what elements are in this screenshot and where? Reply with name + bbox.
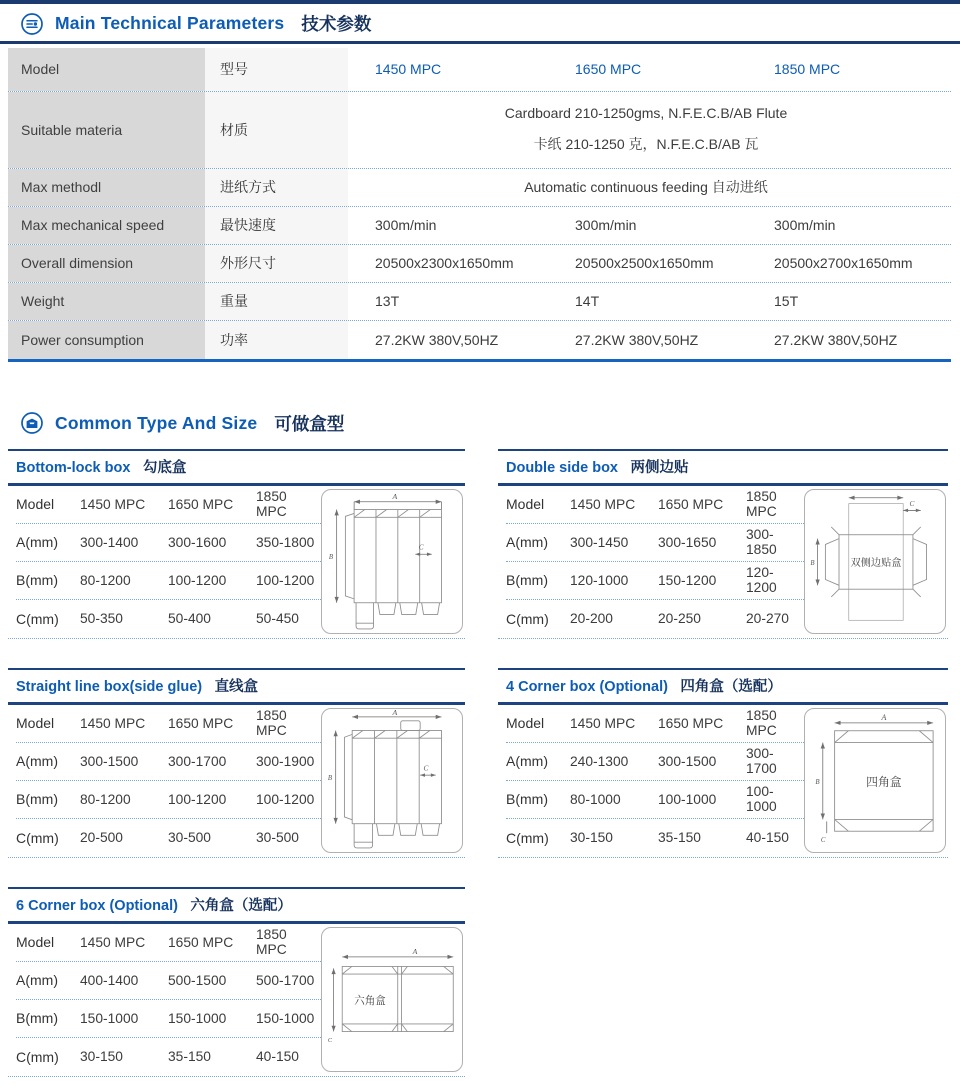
diagram-label: 六角盒 <box>354 994 386 1007</box>
four-corner-box-diagram <box>809 710 941 850</box>
box-value: 1850 MPC <box>256 927 287 957</box>
param-value: 13T <box>375 293 400 309</box>
box-row-label: B(mm) <box>16 1010 58 1026</box>
box-row <box>16 962 321 1000</box>
box-row-label: Model <box>16 715 55 731</box>
box-table-title <box>8 449 465 486</box>
model-name: 1850 MPC <box>774 61 841 77</box>
box-row-label: A(mm) <box>16 534 58 550</box>
box-type-icon <box>20 411 44 435</box>
model-name: 1650 MPC <box>575 61 642 77</box>
box-value: 30-150 <box>80 1049 123 1064</box>
param-value: 300m/min <box>575 217 637 233</box>
box-table-title <box>498 668 948 705</box>
box-value: 50-350 <box>80 611 123 626</box>
box-value: 1850 MPC <box>746 708 777 738</box>
box-value: 300-1500 <box>80 753 139 769</box>
box-table <box>8 449 465 639</box>
box-row-label: Model <box>16 496 55 512</box>
box-value: 300-1850 <box>746 527 777 557</box>
param-value: 20500x2700x1650mm <box>774 255 913 271</box>
section1-title-en: Main Technical Parameters <box>55 13 285 33</box>
box-table-title <box>8 887 465 924</box>
box-value: 120-1200 <box>746 565 777 595</box>
box-row-label: Model <box>506 496 545 512</box>
double-side-box-diagram <box>809 490 941 632</box>
param-value: 27.2KW 380V,50HZ <box>575 331 699 348</box>
param-value <box>348 92 944 168</box>
box-row <box>506 486 804 524</box>
main-params-table <box>8 48 951 362</box>
param-label-zh: 材质 <box>205 92 348 168</box>
param-row <box>8 169 951 207</box>
dim-a-label: A <box>392 709 398 717</box>
box-rows <box>8 705 321 857</box>
box-table-title <box>498 449 948 486</box>
box-row-label: A(mm) <box>16 753 58 769</box>
box-value: 500-1500 <box>168 972 227 988</box>
box-value: 100-1200 <box>168 572 227 588</box>
box-value: 400-1400 <box>80 972 139 988</box>
box-value: 1450 MPC <box>570 496 636 512</box>
param-label-zh: 功率 <box>205 321 348 359</box>
box-value: 150-1200 <box>658 572 717 588</box>
param-row <box>8 245 951 283</box>
param-label-en: Max mechanical speed <box>8 207 205 244</box>
box-value: 300-1400 <box>80 534 139 550</box>
box-title-en: Straight line box(side glue) <box>16 678 203 695</box>
box-value: 300-1700 <box>168 753 227 769</box>
param-label-zh: 重量 <box>205 283 348 320</box>
dim-c-label: C <box>820 837 826 845</box>
box-diagram <box>804 708 946 853</box>
box-value: 40-150 <box>746 830 789 845</box>
dim-a-label: A <box>392 491 398 501</box>
box-value: 40-150 <box>256 1049 299 1064</box>
box-value: 1450 MPC <box>80 715 146 731</box>
param-value: 300m/min <box>774 217 836 233</box>
box-value: 50-450 <box>256 611 299 626</box>
box-value: 100-1000 <box>658 791 717 807</box>
box-row <box>506 562 804 600</box>
dim-c-label: C <box>423 764 429 773</box>
box-value: 1850 MPC <box>256 708 287 738</box>
dim-b-label: B <box>327 775 333 782</box>
param-label-zh: 外形尺寸 <box>205 245 348 282</box>
param-label-en: Power consumption <box>8 321 205 359</box>
dim-a-label: A <box>881 712 887 722</box>
param-value: 27.2KW 380V,50HZ <box>375 331 499 348</box>
param-row <box>8 321 951 359</box>
box-row <box>16 524 321 562</box>
box-value: 30-500 <box>168 830 211 845</box>
box-row <box>16 562 321 600</box>
box-rows <box>498 705 804 857</box>
dim-c-label: C <box>327 1037 333 1045</box>
box-title-en: 6 Corner box (Optional) <box>16 897 178 914</box>
param-row <box>8 207 951 245</box>
box-value: 240-1300 <box>570 753 629 769</box>
box-row-label: Model <box>506 715 545 731</box>
box-value: 80-1200 <box>80 791 131 807</box>
box-value: 1450 MPC <box>80 496 146 512</box>
param-value-line: 卡纸 210-1250 克，N.F.E.C.B/AB 瓦 <box>533 136 759 153</box>
box-title-en: 4 Corner box (Optional) <box>506 678 668 695</box>
box-row <box>506 705 804 743</box>
param-label-en: Weight <box>8 283 205 320</box>
param-row <box>8 92 951 169</box>
box-value: 100-1200 <box>256 572 315 588</box>
box-value: 1650 MPC <box>168 496 234 512</box>
empty-grid-cell <box>498 887 948 1077</box>
box-value: 300-1500 <box>658 753 717 769</box>
param-value: 20500x2300x1650mm <box>375 255 514 271</box>
box-row-label: C(mm) <box>16 610 59 627</box>
box-value: 100-1200 <box>256 791 315 807</box>
param-value-line: Cardboard 210-1250gms, N.F.E.C.B/AB Flute <box>504 104 788 121</box>
box-rows <box>8 486 321 638</box>
box-value: 150-1000 <box>256 1010 315 1026</box>
box-diagram <box>321 708 463 853</box>
box-row-label: B(mm) <box>506 791 548 807</box>
box-row <box>16 486 321 524</box>
box-value: 20-500 <box>80 830 123 845</box>
box-row-label: C(mm) <box>16 1048 59 1065</box>
box-row <box>16 819 321 857</box>
box-value: 80-1000 <box>570 791 621 807</box>
section2-title-en: Common Type And Size <box>55 412 258 433</box>
box-title-en: Bottom-lock box <box>16 459 131 476</box>
box-row <box>16 1038 321 1076</box>
box-row <box>506 600 804 638</box>
parameters-list-icon <box>20 12 44 36</box>
param-value: 15T <box>774 293 799 309</box>
box-title-zh: 六角盒（选配） <box>190 897 292 914</box>
box-table <box>498 449 948 639</box>
box-value: 1450 MPC <box>570 715 636 731</box>
box-value: 300-1650 <box>658 534 717 550</box>
diagram-label: 双侧边贴盒 <box>850 557 902 569</box>
box-table-title <box>8 668 465 705</box>
param-value: 14T <box>575 293 600 309</box>
box-value: 1650 MPC <box>658 496 724 512</box>
box-row-label: A(mm) <box>506 753 548 769</box>
dim-b-label: B <box>815 778 820 786</box>
box-row <box>16 743 321 781</box>
box-value: 300-1450 <box>570 534 629 550</box>
param-label-en: Overall dimension <box>8 245 205 282</box>
box-title-zh: 四角盒（选配） <box>680 678 782 695</box>
section1-header <box>0 4 960 41</box>
box-value: 150-1000 <box>80 1010 139 1026</box>
box-value: 20-250 <box>658 611 701 626</box>
box-value: 35-150 <box>168 1049 211 1064</box>
param-label-en: Max methodl <box>8 169 205 206</box>
box-value: 300-1900 <box>256 753 315 769</box>
dim-c-label: C <box>909 500 915 509</box>
box-value: 300-1700 <box>746 746 777 776</box>
box-value: 30-150 <box>570 830 613 845</box>
box-diagram <box>321 927 463 1072</box>
box-row <box>16 924 321 962</box>
box-value: 20-270 <box>746 611 789 626</box>
box-row-label: Model <box>16 934 55 950</box>
box-value: 35-150 <box>658 830 701 845</box>
box-value: 1650 MPC <box>658 715 724 731</box>
box-row-label: B(mm) <box>506 572 548 588</box>
model-name: 1450 MPC <box>375 61 442 77</box>
box-title-zh: 直线盒 <box>214 678 259 695</box>
box-value: 500-1700 <box>256 972 315 988</box>
box-value: 1650 MPC <box>168 715 234 731</box>
box-row <box>16 600 321 638</box>
box-row <box>506 743 804 781</box>
box-diagram <box>321 489 463 634</box>
box-rows <box>8 924 321 1076</box>
box-value: 100-1200 <box>168 791 227 807</box>
box-value: 120-1000 <box>570 572 629 588</box>
box-value: 1850 MPC <box>256 489 287 519</box>
param-label-zh: 型号 <box>205 48 348 91</box>
param-label-zh: 最快速度 <box>205 207 348 244</box>
box-value: 150-1000 <box>168 1010 227 1026</box>
box-row <box>16 781 321 819</box>
straight-line-box-diagram <box>325 709 459 851</box>
box-value: 50-400 <box>168 611 211 626</box>
param-value: 300m/min <box>375 217 437 233</box>
box-diagram <box>804 489 946 634</box>
box-row <box>16 1000 321 1038</box>
param-label-en: Suitable materia <box>8 92 205 168</box>
param-row <box>8 48 951 92</box>
box-value: 1850 MPC <box>746 489 777 519</box>
box-rows <box>498 486 804 638</box>
six-corner-box-diagram <box>325 944 459 1054</box>
param-value: Automatic continuous feeding 自动进纸 <box>524 179 768 195</box>
diagram-label: 四角盒 <box>866 774 902 789</box>
box-row-label: B(mm) <box>16 572 58 588</box>
box-table <box>498 668 948 858</box>
dim-b-label: B <box>810 559 815 567</box>
box-tables-grid <box>8 449 951 1077</box>
box-row-label: C(mm) <box>506 610 549 627</box>
box-row-label: A(mm) <box>506 534 548 550</box>
section2-header <box>0 404 960 441</box>
box-value: 350-1800 <box>256 534 315 550</box>
section2-title-zh: 可做盒型 <box>274 413 345 434</box>
box-value: 80-1200 <box>80 572 131 588</box>
dim-a-label: A <box>412 947 418 957</box>
box-row <box>506 524 804 562</box>
box-title-en: Double side box <box>506 459 618 476</box>
dim-b-label: B <box>328 554 334 562</box>
param-label-zh: 进纸方式 <box>205 169 348 206</box>
dim-c-label: C <box>418 543 424 552</box>
param-value: 20500x2500x1650mm <box>575 255 714 271</box>
box-value: 100-1000 <box>746 784 777 814</box>
box-row <box>16 705 321 743</box>
box-table <box>8 887 465 1077</box>
section1-title-zh: 技术参数 <box>301 14 372 34</box>
box-title-zh: 勾底盒 <box>142 459 187 476</box>
box-title-zh: 两侧边贴 <box>630 459 689 476</box>
box-row <box>506 781 804 819</box>
param-label-en: Model <box>8 48 205 91</box>
section1-divider <box>0 41 960 44</box>
box-value: 30-500 <box>256 830 299 845</box>
box-value: 1650 MPC <box>168 934 234 950</box>
box-row-label: B(mm) <box>16 791 58 807</box>
box-value: 20-200 <box>570 611 613 626</box>
bottom-lock-box-diagram <box>325 490 459 632</box>
box-table <box>8 668 465 858</box>
box-row-label: C(mm) <box>506 829 549 846</box>
box-row-label: C(mm) <box>16 829 59 846</box>
box-row <box>506 819 804 857</box>
param-value: 27.2KW 380V,50HZ <box>774 331 898 348</box>
box-row-label: A(mm) <box>16 972 58 988</box>
box-value: 1450 MPC <box>80 934 146 950</box>
param-row <box>8 283 951 321</box>
box-value: 300-1600 <box>168 534 227 550</box>
